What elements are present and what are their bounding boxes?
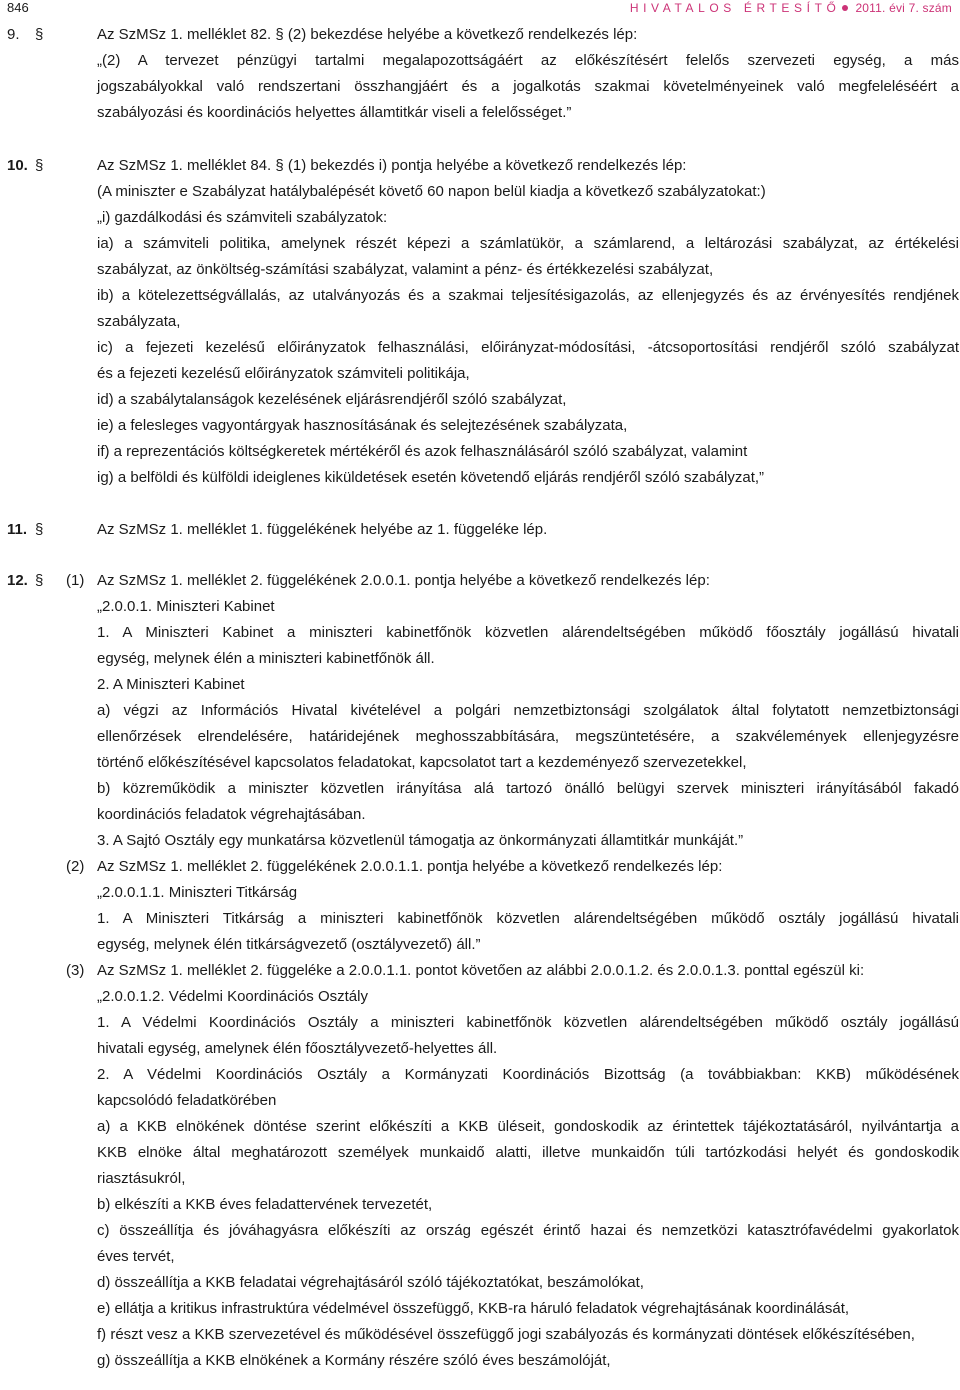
- text-line: szabályozási és koordinációs helyettes államtitkár viseli a felelősséget.”: [97, 104, 572, 121]
- text-line: a) a KKB elnökének döntése szerint előkészíti a KKB üléseit, gondoskodik az érintettek tájékoztatásáról, nyilvántartja a: [97, 1118, 959, 1135]
- text-line: „2.0.0.1. Miniszteri Kabinet: [97, 598, 275, 615]
- paragraph-number: (3): [66, 962, 85, 979]
- section-sign: §: [35, 26, 44, 43]
- text-line: b) elkészíti a KKB éves feladattervének tervezetét,: [97, 1196, 433, 1213]
- text-line: ellenőrzések elrendelésére, határidejének meghosszabbítására, megszüntetésére, a szakvélemények ellenjegyzésre: [97, 728, 959, 745]
- text-line: 2. A Miniszteri Kabinet: [97, 676, 245, 693]
- text-line: „2.0.0.1.1. Miniszteri Titkárság: [97, 884, 298, 901]
- text-line: ig) a belföldi és külföldi ideiglenes kiküldetések esetén követendő eljárás rendjéről szóló szabályzat,”: [97, 469, 765, 486]
- text-line: szabályzat, az önköltség-számítási szabályzat, valamint a pénz- és értékkezelési szabályzat,: [97, 261, 714, 278]
- journal-name: HIVATALOS ÉRTESÍTŐ: [629, 1, 841, 15]
- text-line: „(2) A tervezet pénzügyi tartalmi megalapozottságáért az előkészítésért felelős szervezeti egység, a más: [97, 52, 959, 69]
- text-line: „2.0.0.1.2. Védelmi Koordinációs Osztály: [97, 988, 368, 1005]
- text-line: 1. A Miniszteri Kabinet a miniszteri kabinetfőnök közvetlen alárendeltségében működő főosztály jogállású hivatali: [97, 624, 959, 641]
- text-line: Az SzMSz 1. melléklet 84. § (1) bekezdés i) pontja helyébe a következő rendelkezés lép:: [97, 157, 687, 174]
- paragraph-number: (2): [66, 858, 85, 875]
- section-sign: §: [35, 521, 44, 538]
- journal-issue: 2011. évi 7. szám: [855, 1, 952, 15]
- text-line: ie) a felesleges vagyontárgyak hasznosításának és selejtezésének szabályzata,: [97, 417, 628, 434]
- section-number: 12.: [7, 572, 28, 589]
- text-line: egység, melynek élén a miniszteri kabinetfőnök áll.: [97, 650, 435, 667]
- text-line: e) ellátja a kritikus infrastruktúra védelmével összefüggő, KKB-ra háruló feladatok végrehajtásának koordinálását,: [97, 1300, 850, 1317]
- page-number: 846: [7, 0, 29, 15]
- section-sign: §: [35, 157, 44, 174]
- text-line: (A miniszter e Szabályzat hatálybalépését követő 60 napon belül kiadja a következő szabályzatokat:): [97, 183, 766, 200]
- text-line: koordinációs feladatok végrehajtásában.: [97, 806, 366, 823]
- text-line: g) összeállítja a KKB elnökének a Kormány részére szóló éves beszámolóját,: [97, 1352, 611, 1369]
- text-line: Az SzMSz 1. melléklet 2. függelékének 2.0.0.1. pontja helyébe a következő rendelkezés lép:: [97, 572, 710, 589]
- text-line: Az SzMSz 1. melléklet 2. függelékének 2.0.0.1.1. pontja helyébe a következő rendelkezés lép:: [97, 858, 723, 875]
- text-line: egység, melynek élén titkárságvezető (osztályvezető) áll.”: [97, 936, 481, 953]
- section-sign: §: [35, 572, 44, 589]
- text-line: kapcsolódó feladatkörében: [97, 1092, 277, 1109]
- section-number: 9.: [7, 26, 20, 43]
- text-line: id) a szabálytalanságok kezelésének eljárásrendjéről szóló szabályzat,: [97, 391, 567, 408]
- running-header: [0, 0, 960, 22]
- bullet-dot-icon: [842, 5, 848, 11]
- text-line: hivatali egység, amelynek élén főosztályvezető-helyettes áll.: [97, 1040, 498, 1057]
- text-line: KKB elnöke által meghatározott személyek munkaidő alatti, illetve munkaidőn túli tartózkodási helyét és gondoskodik: [97, 1144, 959, 1161]
- text-line: ic) a fejezeti kezelésű előirányzatok felhasználási, előirányzat-módosítási, -átcsoportosítási rendjéről szóló szabályzat: [97, 339, 959, 356]
- text-line: Az SzMSz 1. melléklet 82. § (2) bekezdése helyébe a következő rendelkezés lép:: [97, 26, 638, 43]
- text-line: Az SzMSz 1. melléklet 2. függeléke a 2.0.0.1.1. pontot követően az alábbi 2.0.0.1.2. és 2.0.0.1.3. ponttal egészül ki:: [97, 962, 865, 979]
- text-line: történő előkészítésével kapcsolatos feladatokat, kapcsolatot tart a kezdeményező szervezetekkel,: [97, 754, 747, 771]
- text-line: ia) a számviteli politika, amelynek részét képezi a számlatükör, a számlarend, a leltározási szabályzat, az értékelési: [97, 235, 959, 252]
- text-line: éves tervét,: [97, 1248, 175, 1265]
- section-number: 11.: [7, 521, 28, 538]
- text-line: f) részt vesz a KKB szervezetével és működésével összefüggő jogi szabályozás és kormányzati döntések előkészítésében,: [97, 1326, 915, 1343]
- text-line: a) végzi az Információs Hivatal kivételével a polgári nemzetbiztonsági szolgálatok által folytatott nemzetbiztonsági: [97, 702, 959, 719]
- text-line: ib) a kötelezettségvállalás, az utalványozás és a szakmai teljesítésigazolás, az ellenjegyzés és az érvényesítés rendjének: [97, 287, 959, 304]
- text-line: if) a reprezentációs költségkeretek mértékéről és azok felhasználásáról szóló szabályzat, valamint: [97, 443, 748, 460]
- text-line: riasztásukról,: [97, 1170, 186, 1187]
- text-line: c) összeállítja és jóváhagyásra előkészíti az ország egészét érintő hazai és nemzetközi katasztrófavédelmi gyakorlatok: [97, 1222, 959, 1239]
- text-line: d) összeállítja a KKB feladatai végrehajtásáról szóló tájékoztatókat, beszámolókat,: [97, 1274, 644, 1291]
- text-line: szabályzata,: [97, 313, 181, 330]
- text-line: 1. A Miniszteri Titkárság a miniszteri kabinetfőnök közvetlen alárendeltségében működő osztály jogállású hivatali: [97, 910, 959, 927]
- text-line: és a fejezeti kezelésű előirányzatok számviteli politikája,: [97, 365, 470, 382]
- text-line: jogszabályokkal való rendszertani összhangjáért és a jogalkotás szakmai követelményeinek való megfeleléséért a: [97, 78, 959, 95]
- journal-title: [630, 1, 952, 15]
- text-line: „i) gazdálkodási és számviteli szabályzatok:: [97, 209, 388, 226]
- text-line: 3. A Sajtó Osztály egy munkatársa közvetlenül támogatja az önkormányzati államtitkár munkáját.”: [97, 832, 744, 849]
- text-line: b) közreműködik a miniszter közvetlen irányítása alá tartozó önálló belügyi szervek miniszteri irányításából fakadó: [97, 780, 959, 797]
- paragraph-number: (1): [66, 572, 85, 589]
- section-number: 10.: [7, 157, 28, 174]
- text-line: 2. A Védelmi Koordinációs Osztály a Kormányzati Koordinációs Bizottság (a továbbiakban: KKB) működésének: [97, 1066, 959, 1083]
- text-line: Az SzMSz 1. melléklet 1. függelékének helyébe az 1. függeléke lép.: [97, 521, 548, 538]
- text-line: 1. A Védelmi Koordinációs Osztály a miniszteri kabinetfőnök közvetlen alárendeltségében működő osztály jogállású: [97, 1014, 959, 1031]
